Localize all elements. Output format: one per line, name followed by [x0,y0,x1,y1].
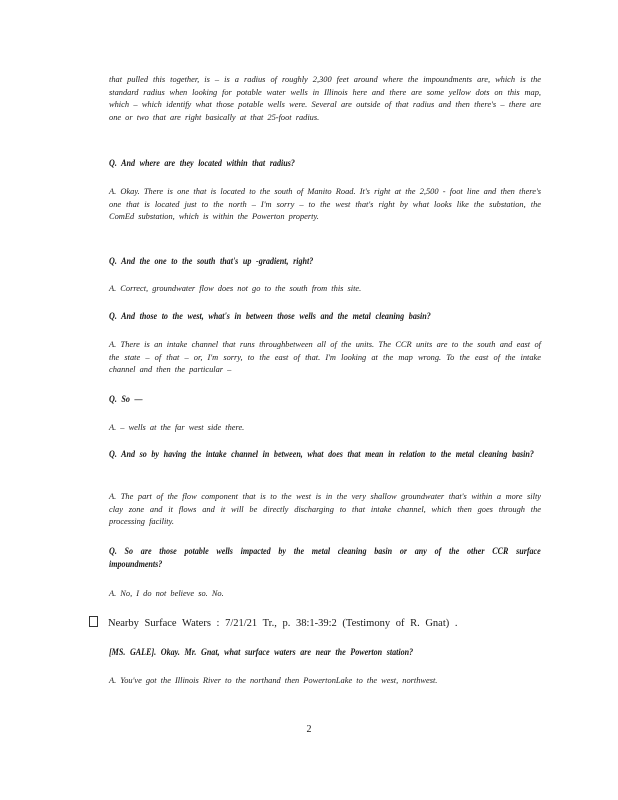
answer-paragraph: A. Okay. There is one that is located to the south of Manito Road. It's right at the 2,500 - foot line and then there's one that is located just to the north – I'm sorry – to the west that's right by what looks like the substation, the ComEd substation, which is within the Powerton property. [109,187,541,221]
answer-paragraph: A. There is an intake channel that runs throughbetween all of the units. The CCR units are to the south and east of the state – of that – or, I'm sorry, to the east of that. I'm looking at the map wrong. To the east of the intake channel and then the particular – [109,340,541,374]
bullet-text: Nearby Surface Waters : 7/21/21 Tr., p. 38:1-39:2 (Testimony of R. Gnat) . [108,618,458,629]
answer-paragraph: A. You've got the Illinois River to the northand then PowertonLake to the west, northwest. [109,676,438,685]
bullet-item [89,616,529,631]
answer-paragraph: that pulled this together, is – is a radius of roughly 2,300 feet around where the impoundments are, which is the standard radius when looking for potable water wells in Illinois here and there are some yellow dots on this map, which – which identify what those potable wells were. Several are outside of that radius and then there's – there are one or two that are right basically at that 25-foot radius. [109,75,541,122]
question-paragraph: Q. And so by having the intake channel in between, what does that mean in relation to the metal cleaning basin? [109,450,534,460]
page-number: 2 [306,724,312,735]
question-paragraph: Q. And those to the west, what's in between those wells and the metal cleaning basin? [109,312,431,322]
question-paragraph: Q. And the one to the south that's up -gradient, right? [109,257,314,267]
answer-paragraph: A. – wells at the far west side there. [109,423,245,432]
question-paragraph: Q. And where are they located within that radius? [109,159,295,169]
answer-paragraph: A. No, I do not believe so. No. [109,589,224,598]
answer-paragraph: A. The part of the flow component that is to the west is in the very shallow groundwater that's within a more silty clay zone and it flows and it will be directly discharging to that intake channel, which then goes through the processing facility. [109,492,541,526]
question-paragraph: Q. So — [109,395,143,405]
question-paragraph: Q. So are those potable wells impacted by the metal cleaning basin or any of the other CCR surface impoundments? [109,547,541,570]
answer-paragraph: A. Correct, groundwater flow does not go to the south from this site. [109,284,362,293]
question-paragraph: [MS. GALE]. Okay. Mr. Gnat, what surface waters are near the Powerton station? [109,648,414,658]
checkbox-icon [89,616,98,627]
